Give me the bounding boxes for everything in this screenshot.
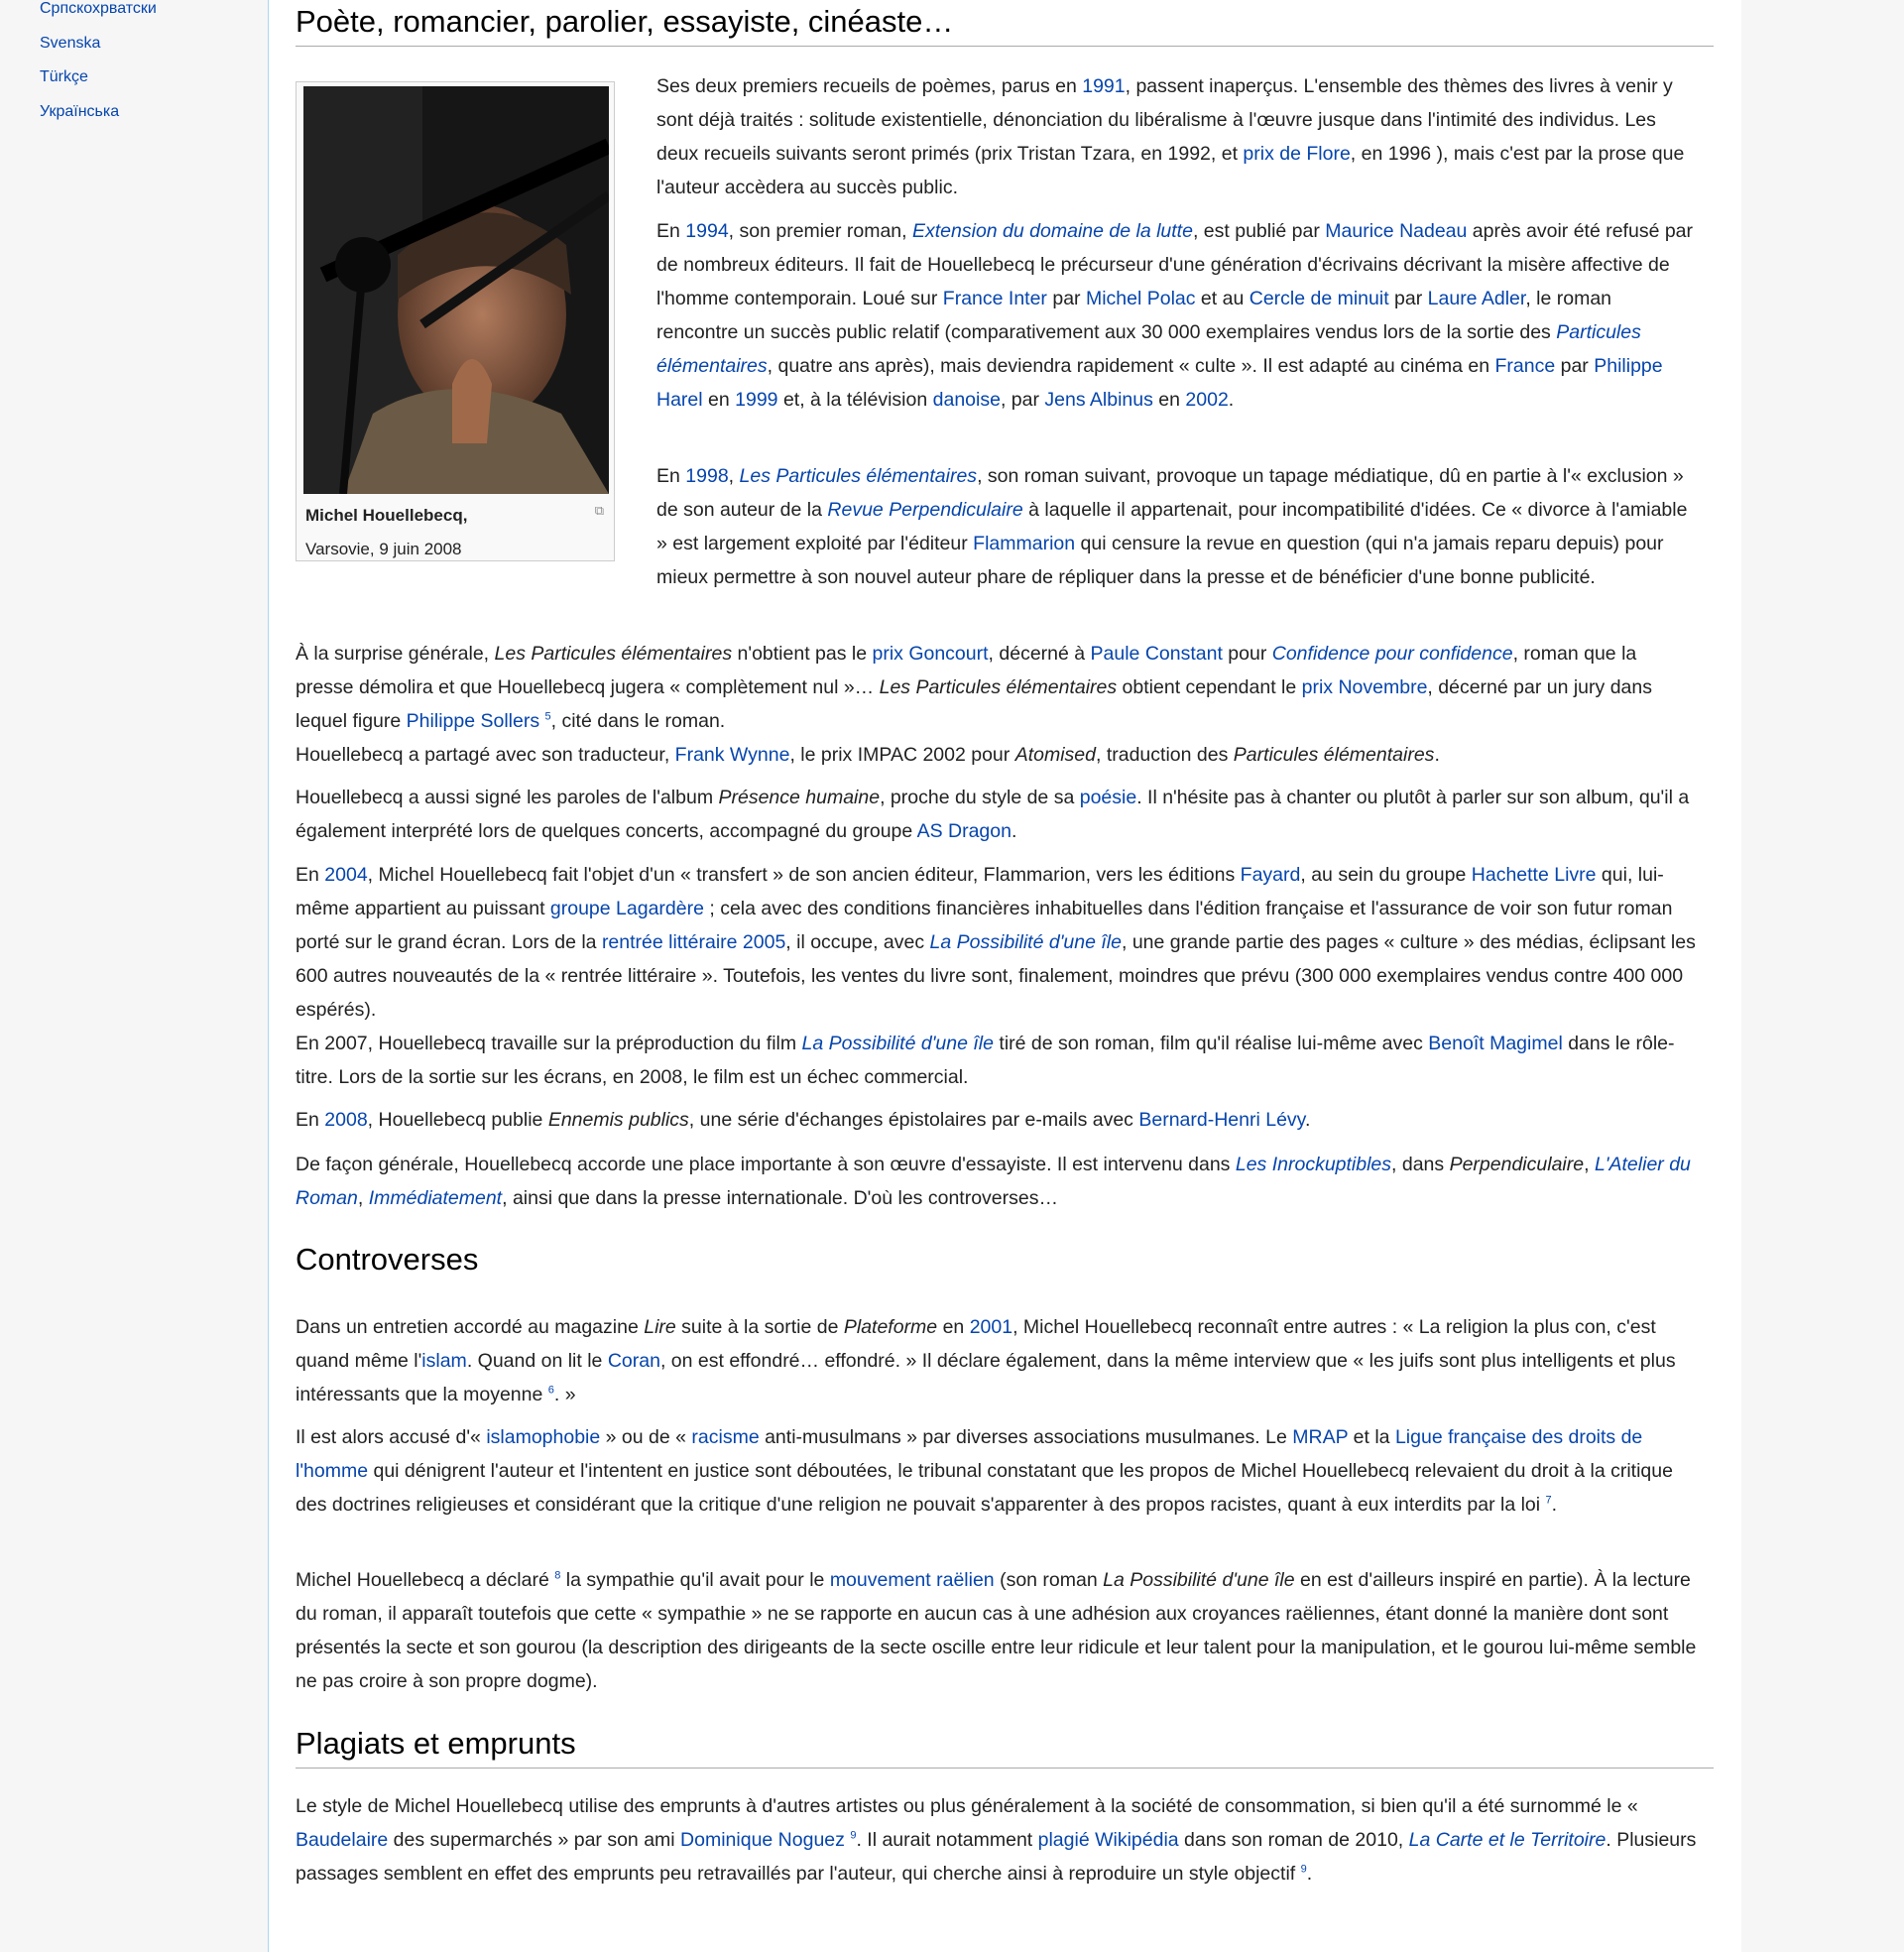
inline-link[interactable]: MRAP xyxy=(1292,1426,1349,1448)
paragraph xyxy=(656,214,1698,417)
text-run: En xyxy=(656,465,686,487)
inline-link[interactable] xyxy=(1236,1154,1391,1175)
italic-text: Perpendiculaire xyxy=(1449,1154,1585,1175)
inline-link[interactable]: Coran xyxy=(607,1350,660,1372)
inline-link[interactable]: 2002 xyxy=(1185,389,1229,411)
sidebar xyxy=(0,0,268,1952)
language-link[interactable]: Українська xyxy=(40,102,120,120)
paragraph xyxy=(656,459,1698,594)
inline-link[interactable]: islamophobie xyxy=(486,1426,601,1448)
paragraph xyxy=(296,738,1699,772)
language-item[interactable] xyxy=(40,27,157,61)
text-run: , par xyxy=(1000,389,1045,411)
inline-link[interactable]: Laure Adler xyxy=(1427,288,1526,309)
inline-link[interactable]: poésie xyxy=(1079,787,1137,808)
text-run: , décerné à xyxy=(988,643,1091,665)
paragraph xyxy=(296,781,1699,848)
italic-text[interactable]: Revue Perpendiculaire xyxy=(827,499,1023,521)
inline-link[interactable]: plagié xyxy=(1037,1829,1090,1851)
reference-sup[interactable]: 9 xyxy=(1300,1863,1307,1876)
italic-text[interactable]: La Carte et le Territoire xyxy=(1408,1829,1606,1851)
inline-link[interactable]: rentrée littéraire 2005 xyxy=(601,931,786,953)
italic-text: La Possibilité d'une île xyxy=(1103,1569,1295,1591)
text-run: , son premier roman, xyxy=(728,220,912,242)
inline-link[interactable]: 2001 xyxy=(969,1316,1013,1338)
text-run: , il occupe, avec xyxy=(785,931,930,953)
text-run: . xyxy=(1228,389,1235,411)
text-run: Il est alors accusé d'« xyxy=(296,1426,487,1448)
italic-text[interactable]: Particules élémentaires xyxy=(656,321,1641,377)
text-run: , on est effondré… effondré. » Il déclare également, dans la même interview que « les juifs sont plus intelligents et plus intéressants que la moyenne xyxy=(296,1350,1676,1405)
inline-link[interactable]: Philippe Harel xyxy=(656,355,1663,411)
language-link[interactable]: Српскохрватски xyxy=(40,0,157,17)
section-heading-plagiats: Plagiats et emprunts xyxy=(296,1724,1714,1769)
italic-text[interactable]: L'Atelier du Roman xyxy=(296,1154,1691,1209)
reference-sup[interactable]: 9 xyxy=(850,1829,857,1842)
inline-link[interactable]: Fayard xyxy=(1240,864,1301,886)
text-run: dans le rôle-titre. Lors de la sortie sur les écrans, en 2008, le film est un échec commercial. xyxy=(296,1033,1675,1088)
text-run: . Quand on lit le xyxy=(466,1350,608,1372)
italic-text: Présence humaine xyxy=(718,787,881,808)
text-run: après avoir été refusé par de nombreux éditeurs. Il fait de Houellebecq le précurseur d'une génération d'écrivains décrivant la misère affective de l'homme contemporain. Loué sur xyxy=(656,220,1694,309)
reference-sup[interactable]: 5 xyxy=(544,710,551,723)
inline-link[interactable]: France Inter xyxy=(942,288,1047,309)
text-run: , Michel Houellebecq reconnaît entre autres : « La religion la plus con, c'est quand même l' xyxy=(296,1316,1656,1372)
text-run: , décerné par un jury dans lequel figure xyxy=(296,676,1652,732)
text-run xyxy=(844,1316,937,1338)
italic-text[interactable]: Extension du domaine de la lutte xyxy=(912,220,1193,242)
inline-link[interactable]: 1999 xyxy=(735,389,778,411)
text-run: qui dénigrent l'auteur et l'intentent en justice sont déboutées, le tribunal constatant que les propos de Michel Houellebecq relevaient du droit à la critique des doctrines religieuses et considérant que la critique d'une religion ne pouvait s'apparenter à des propos racistes, quant à eux interdits par la loi xyxy=(296,1460,1673,1516)
text-run xyxy=(1450,1154,1585,1175)
text-run: la sympathie qu'il avait pour le xyxy=(560,1569,830,1591)
language-list xyxy=(40,0,157,129)
portrait-photo[interactable] xyxy=(303,86,609,494)
inline-link[interactable]: prix Novembre xyxy=(1301,676,1428,698)
inline-link[interactable]: 2008 xyxy=(324,1109,368,1131)
inline-link[interactable]: 1991 xyxy=(1082,75,1126,97)
inline-link[interactable]: islam xyxy=(421,1350,467,1372)
text-run: , passent inaperçus. L'ensemble des thèmes des livres à venir y sont déjà traités : solitude existentielle, dénonciation du libéralisme à l'œuvre jusque dans l'intimité des individus. Les deux recueils suivants seront primés (prix Tristan Tzara, en 1992, et xyxy=(656,75,1673,165)
text-run: Le style de Michel Houellebecq utilise des emprunts à d'autres artistes ou plus généralement à la société de consommation, si bien qu'il a été surnommé le « xyxy=(296,1795,1638,1817)
reference-sup[interactable]: 8 xyxy=(554,1569,561,1582)
text-run: qui, lui-même appartient au puissant xyxy=(296,864,1664,919)
paragraph xyxy=(296,1027,1699,1094)
text-run: en xyxy=(702,389,736,411)
paragraph xyxy=(296,1420,1699,1522)
text-run: , xyxy=(357,1187,369,1209)
italic-text[interactable]: Les Inrockuptibles xyxy=(1235,1154,1392,1175)
italic-text[interactable]: Immédiatement xyxy=(368,1187,503,1209)
text-run: suite à la sortie de xyxy=(675,1316,844,1338)
italic-text: Plateforme xyxy=(843,1316,938,1338)
text-run: et la xyxy=(1348,1426,1395,1448)
inline-link[interactable]: Maurice Nadeau xyxy=(1325,220,1468,242)
text-run: par xyxy=(1046,288,1086,309)
text-run: En 2007, Houellebecq travaille sur la préproduction du film xyxy=(296,1033,802,1054)
text-run: , au sein du groupe xyxy=(1300,864,1472,886)
text-run: et au xyxy=(1195,288,1250,309)
text-run: , en 1996 ), mais c'est par la prose que l'auteur accèdera au succès public. xyxy=(656,143,1685,198)
text-run: , le prix IMPAC 2002 pour xyxy=(789,744,1015,766)
inline-link[interactable]: France xyxy=(1494,355,1556,377)
paragraph xyxy=(296,1563,1699,1698)
text-run: , roman que la presse démolira et que Houellebecq jugera « complètement nul »… xyxy=(296,643,1637,698)
text-run: tiré de son roman, film qu'il réalise lui-même avec xyxy=(993,1033,1429,1054)
text-run: , une série d'échanges épistolaires par e-mails avec xyxy=(688,1109,1139,1131)
text-run: , xyxy=(728,465,740,487)
language-link[interactable]: Türkçe xyxy=(40,68,88,85)
inline-link[interactable]: Hachette Livre xyxy=(1471,864,1597,886)
text-run: des supermarchés » par son ami xyxy=(388,1829,681,1851)
portrait-image xyxy=(303,86,609,494)
enlarge-icon[interactable]: ⧉ xyxy=(594,503,604,518)
article-content xyxy=(268,0,1741,1952)
language-item[interactable] xyxy=(40,61,157,95)
text-run: Dans un entretien accordé au magazine xyxy=(296,1316,645,1338)
language-link[interactable]: Svenska xyxy=(40,34,101,52)
inline-link[interactable] xyxy=(1272,643,1513,665)
italic-text: Les Particules élémentaires xyxy=(879,676,1118,698)
caption-place: Varsovie, 9 juin 2008 xyxy=(305,540,462,558)
inline-link[interactable] xyxy=(740,465,978,487)
inline-link[interactable]: Paule Constant xyxy=(1090,643,1223,665)
text-run: . Il n'hésite pas à chanter ou plutôt à parler sur son album, qu'il a également interprété lors de quelques concerts, accompagné du groupe xyxy=(296,787,1690,842)
inline-link[interactable] xyxy=(1409,1829,1606,1851)
inline-link[interactable]: 2004 xyxy=(324,864,368,886)
italic-text[interactable]: Les Particules élémentaires xyxy=(739,465,978,487)
image-caption xyxy=(305,499,603,566)
text-run: , son roman suivant, provoque un tapage médiatique, dû en partie à l'« exclusion » de son auteur de la xyxy=(656,465,1684,521)
text-run: , une grande partie des pages « culture » des médias, éclipsant les 600 autres nouveautés de la « rentrée littéraire ». Toutefois, les ventes du livre sont, finalement, moindres que prévu (300 000 exemplaires vendus contre 400 000 espérés). xyxy=(296,931,1696,1021)
text-run: . xyxy=(1434,744,1440,766)
italic-text: Atomised xyxy=(1014,744,1096,766)
paragraph xyxy=(296,858,1699,1027)
paragraph xyxy=(296,1103,1699,1137)
text-run xyxy=(1234,744,1435,766)
inline-link[interactable]: Flammarion xyxy=(973,533,1076,554)
text-run: en xyxy=(1152,389,1186,411)
inline-link[interactable] xyxy=(802,1033,994,1054)
paragraph xyxy=(296,1310,1699,1411)
image-thumbnail[interactable] xyxy=(296,81,615,561)
text-run: dans son roman de 2010, xyxy=(1178,1829,1409,1851)
text-run: n'obtient pas le xyxy=(732,643,873,665)
inline-link[interactable]: prix Goncourt xyxy=(872,643,989,665)
text-run: à laquelle il appartenait, pour incompatibilité d'idées. Ce « divorce à l'amiable » est largement exploité par l'éditeur xyxy=(656,499,1688,554)
text-run: ; cela avec des conditions financières inhabituelles dans l'édition française et l'assurance de voir son futur roman porté sur le grand écran. Lors de la xyxy=(296,898,1673,953)
text-run xyxy=(718,787,880,808)
text-run: En xyxy=(296,864,325,886)
text-run: par xyxy=(1555,355,1595,377)
italic-text: Les Particules élémentaires xyxy=(494,643,733,665)
text-run: Michel Houellebecq a déclaré xyxy=(296,1569,555,1591)
inline-link[interactable]: Philippe Sollers xyxy=(406,710,540,732)
inline-link[interactable]: 1998 xyxy=(685,465,729,487)
inline-link[interactable]: racisme xyxy=(691,1426,760,1448)
text-run: en est d'ailleurs inspiré en partie). À la lecture du roman, il apparaît toutefois que cette « sympathie » ne se rapporte en aucun cas à une adhésion aux croyances raëliennes, étant donné la manière dont sont présentés la secte et son gourou (la description des dirigeants de la secte oscille entre leur ridicule et leur talent pour la manipulation, et le gourou lui-même semble ne pas croire à son propre dogme). xyxy=(296,1569,1697,1692)
inline-link[interactable] xyxy=(369,1187,502,1209)
inline-link[interactable]: Baudelaire xyxy=(296,1829,389,1851)
text-run: , Michel Houellebecq fait l'objet d'un « transfert » de son ancien éditeur, Flammarion, vers les éditions xyxy=(367,864,1241,886)
reference-sup[interactable]: 6 xyxy=(547,1384,554,1397)
inline-link[interactable] xyxy=(930,931,1122,953)
text-run: pour xyxy=(1222,643,1272,665)
italic-text[interactable]: La Possibilité d'une île xyxy=(929,931,1122,953)
inline-link[interactable] xyxy=(912,220,1193,242)
italic-text: Ennemis publics xyxy=(547,1109,689,1131)
inline-link[interactable]: Benoît Magimel xyxy=(1428,1033,1563,1054)
inline-link[interactable]: AS Dragon xyxy=(916,820,1012,842)
caption-name: Michel Houellebecq, xyxy=(305,506,468,525)
text-run: anti-musulmans » par diverses associations musulmanes. Le xyxy=(759,1426,1293,1448)
text-run: , xyxy=(1584,1154,1595,1175)
text-run: obtient cependant le xyxy=(1117,676,1302,698)
text-run: , cité dans le roman. xyxy=(550,710,726,732)
paragraph xyxy=(656,69,1698,204)
text-run: et, à la télévision xyxy=(777,389,933,411)
inline-link[interactable]: Dominique Noguez xyxy=(680,1829,845,1851)
language-item[interactable] xyxy=(40,0,157,27)
text-run: (son roman xyxy=(994,1569,1104,1591)
inline-link[interactable]: Wikipédia xyxy=(1095,1829,1179,1851)
text-run: , est publié par xyxy=(1192,220,1326,242)
text-run: . » xyxy=(553,1384,576,1405)
text-run: , quatre ans après), mais deviendra rapidement « culte ». Il est adapté au cinéma en xyxy=(767,355,1495,377)
paragraph xyxy=(296,1148,1699,1215)
inline-link[interactable]: Jens Albinus xyxy=(1044,389,1153,411)
text-run: » ou de « xyxy=(600,1426,692,1448)
section-heading-poete: Poète, romancier, parolier, essayiste, cinéaste… xyxy=(296,2,1714,47)
inline-link[interactable]: Ligue française des droits de l'homme xyxy=(296,1426,1643,1482)
text-run: . xyxy=(1306,1863,1313,1885)
text-run: en xyxy=(937,1316,970,1338)
text-run: Houellebecq a aussi signé les paroles de l'album xyxy=(296,787,719,808)
inline-link[interactable]: Michel Polac xyxy=(1085,288,1196,309)
inline-link[interactable]: Bernard-Henri Lévy xyxy=(1138,1109,1305,1131)
text-run: . Plusieurs passages semblent en effet des emprunts peu retravaillés par l'auteur, qui cherche ainsi à reproduire un style objectif xyxy=(296,1829,1697,1885)
inline-link[interactable]: 1994 xyxy=(685,220,729,242)
italic-text: Lire xyxy=(644,1316,676,1338)
text-run: , le roman rencontre un succès public relatif (comparativement aux 30 000 exemplaires vendus lors de la sortie des xyxy=(656,288,1612,343)
text-run: . Il aurait notamment xyxy=(856,1829,1038,1851)
text-run: qui censure la revue en question (qui n'a jamais reparu depuis) pour mieux permettre à son nouvel auteur phare de répliquer dans la presse et de bénéficier d'une bonne publicité. xyxy=(656,533,1664,588)
inline-link[interactable] xyxy=(827,499,1022,521)
text-run xyxy=(1015,744,1096,766)
text-run xyxy=(495,643,733,665)
language-item[interactable] xyxy=(40,95,157,130)
text-run: À la surprise générale, xyxy=(296,643,495,665)
text-run xyxy=(548,1109,689,1131)
inline-link[interactable]: groupe Lagardère xyxy=(549,898,704,919)
text-run: , ainsi que dans la presse internationale. D'où les controverses… xyxy=(502,1187,1058,1209)
text-run: , dans xyxy=(1391,1154,1450,1175)
italic-text[interactable]: La Possibilité d'une île xyxy=(801,1033,994,1054)
text-run xyxy=(880,676,1118,698)
inline-link[interactable]: Frank Wynne xyxy=(674,744,790,766)
text-run: , traduction des xyxy=(1096,744,1234,766)
inline-link[interactable]: Cercle de minuit xyxy=(1249,288,1389,309)
reference-sup[interactable]: 7 xyxy=(1545,1494,1552,1507)
inline-link[interactable]: mouvement raëlien xyxy=(829,1569,995,1591)
text-run: De façon générale, Houellebecq accorde une place importante à son œuvre d'essayiste. Il est intervenu dans xyxy=(296,1154,1236,1175)
text-run: . xyxy=(1304,1109,1311,1131)
section-heading-controverses: Controverses xyxy=(296,1242,479,1277)
text-run: En xyxy=(656,220,686,242)
text-run: , Houellebecq publie xyxy=(367,1109,548,1131)
text-run: . xyxy=(1011,820,1017,842)
text-run: par xyxy=(1388,288,1428,309)
text-run: Houellebecq a partagé avec son traducteur, xyxy=(296,744,675,766)
italic-text: Particules élémentaires xyxy=(1233,744,1435,766)
text-run xyxy=(644,1316,676,1338)
text-run: En xyxy=(296,1109,325,1131)
text-run: Ses deux premiers recueils de poèmes, parus en xyxy=(656,75,1083,97)
paragraph xyxy=(296,1789,1699,1891)
text-run xyxy=(1103,1569,1294,1591)
text-run: , proche du style de sa xyxy=(880,787,1080,808)
italic-text[interactable]: Confidence pour confidence xyxy=(1271,643,1513,665)
text-run: . xyxy=(1551,1494,1558,1516)
paragraph xyxy=(296,637,1699,738)
inline-link[interactable]: danoise xyxy=(932,389,1001,411)
inline-link[interactable]: prix de Flore xyxy=(1243,143,1351,165)
